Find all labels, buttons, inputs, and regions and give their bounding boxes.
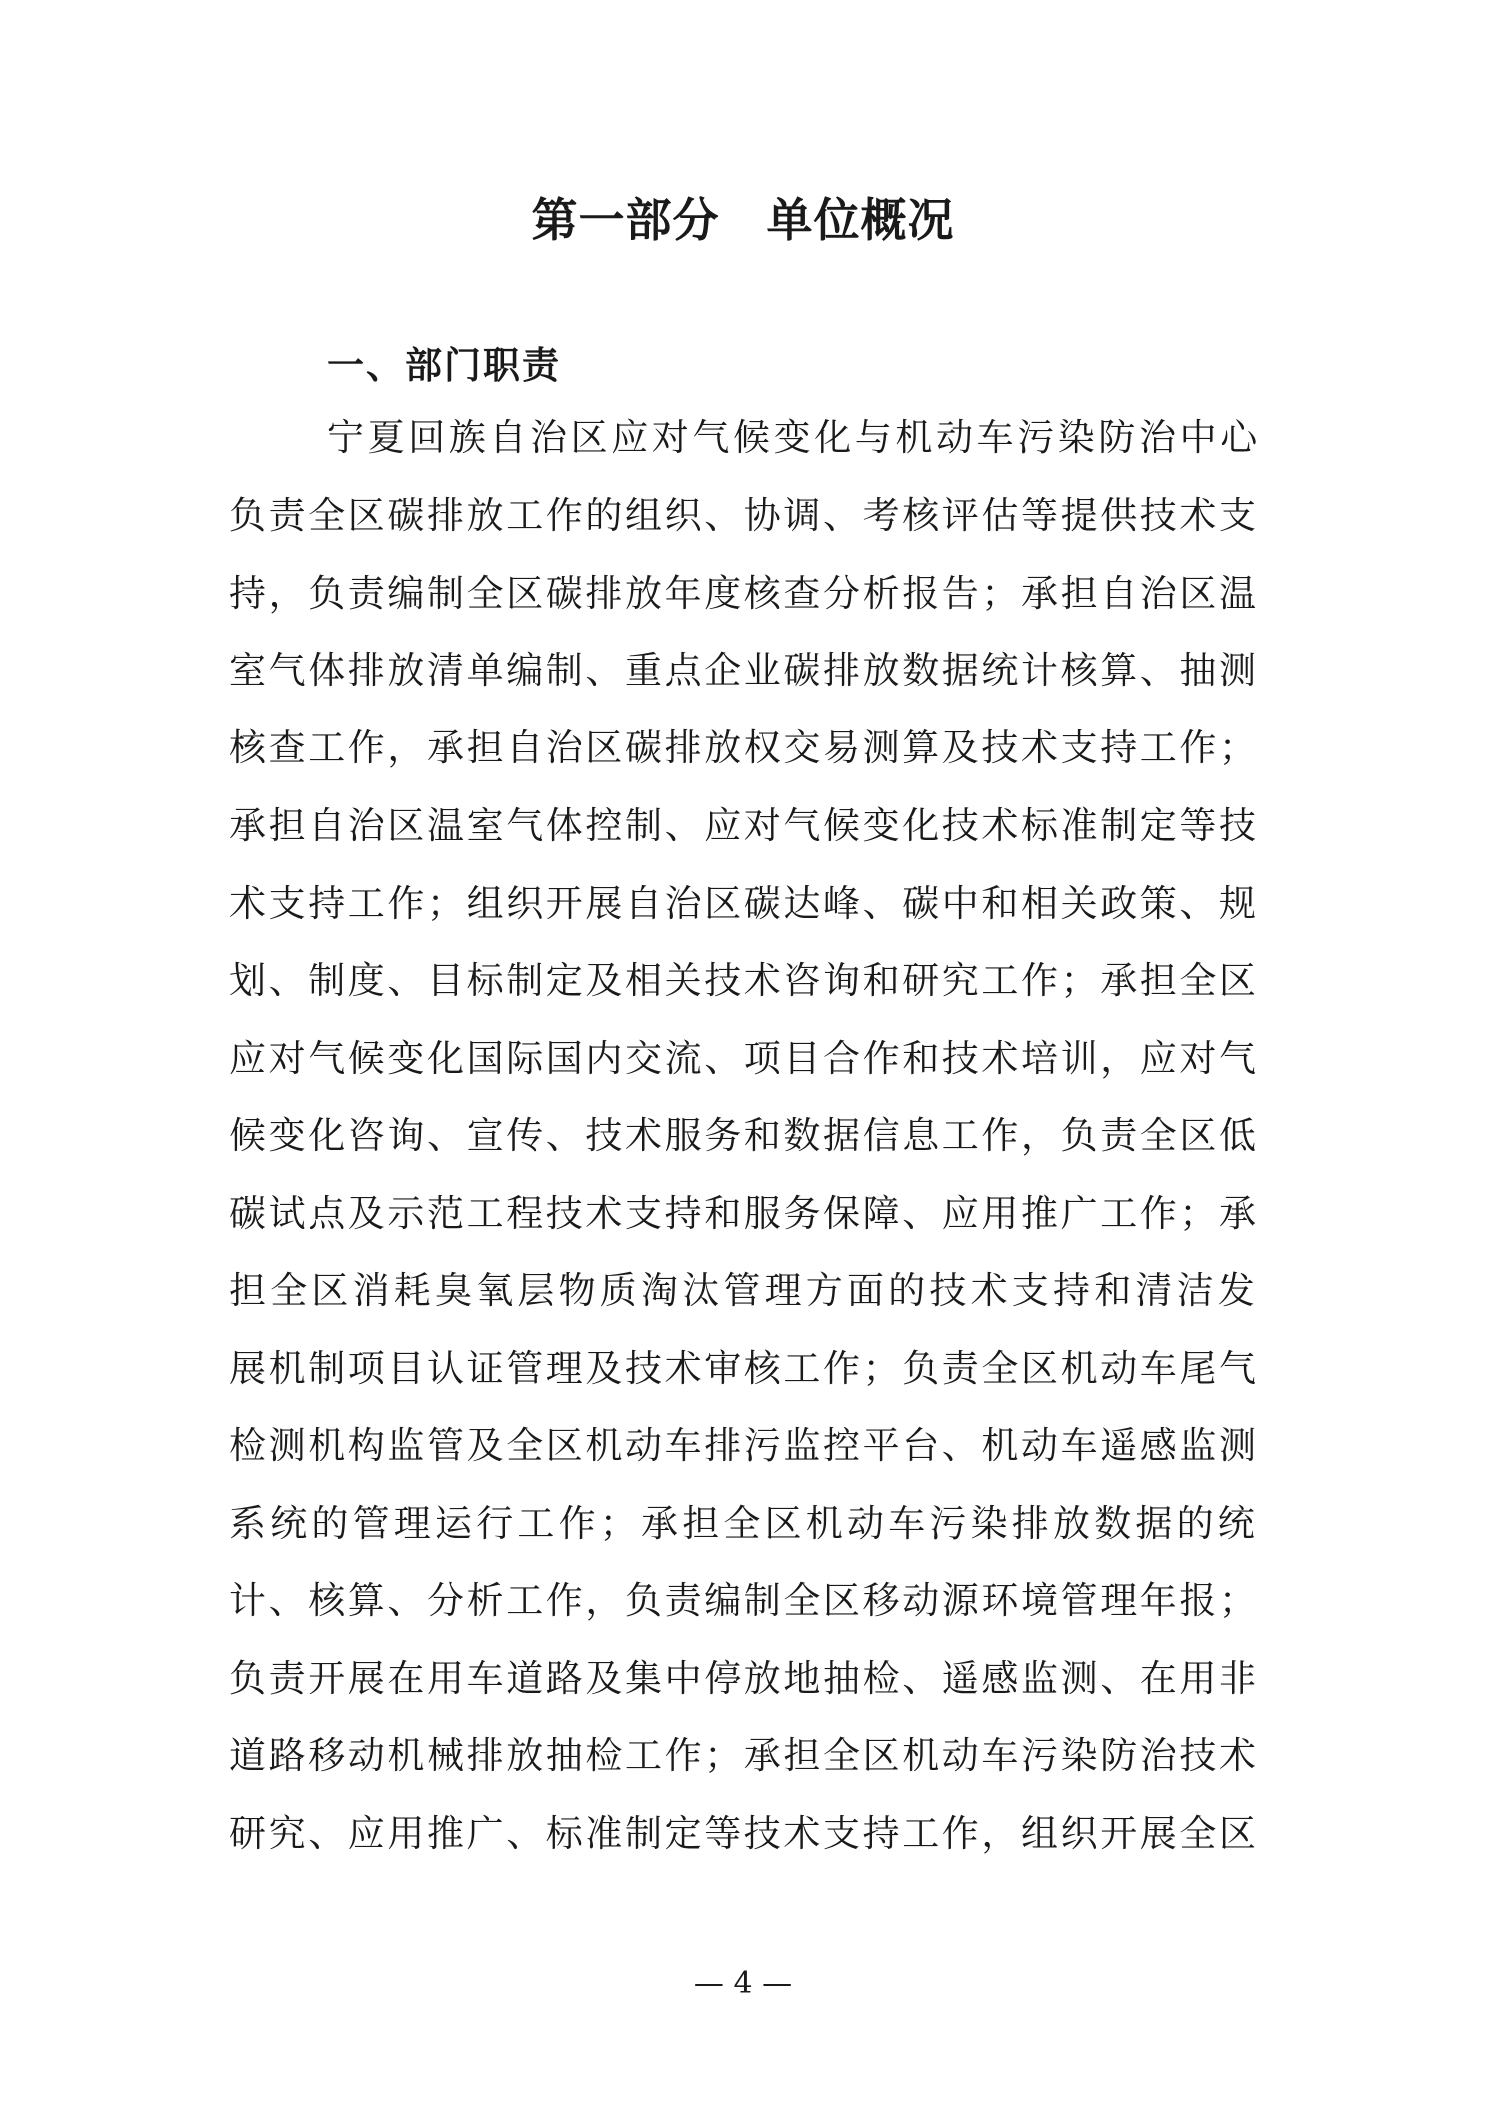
body-line: 宁夏回族自治区应对气候变化与机动车污染防治中心 xyxy=(327,416,1261,459)
body-line: 检测机构监管及全区机动车排污监控平台、机动车遥感监测 xyxy=(229,1424,1259,1467)
body-line: 划、制度、目标制定及相关技术咨询和研究工作；承担全区 xyxy=(229,959,1259,1002)
body-line: 计、核算、分析工作，负责编制全区移动源环境管理年报； xyxy=(229,1579,1259,1622)
body-line: 展机制项目认证管理及技术审核工作；负责全区机动车尾气 xyxy=(229,1347,1259,1390)
body-line: 负责全区碳排放工作的组织、协调、考核评估等提供技术支 xyxy=(229,494,1259,537)
body-line: 候变化咨询、宣传、技术服务和数据信息工作，负责全区低 xyxy=(229,1114,1259,1157)
body-line: 核查工作，承担自治区碳排放权交易测算及技术支持工作； xyxy=(229,726,1259,769)
body-line: 道路移动机械排放抽检工作；承担全区机动车污染防治技术 xyxy=(229,1734,1259,1777)
body-line: 研究、应用推广、标准制定等技术支持工作，组织开展全区 xyxy=(229,1812,1259,1855)
page-number: — 4 — xyxy=(693,1966,793,2001)
body-line: 担全区消耗臭氧层物质淘汰管理方面的技术支持和清洁发 xyxy=(229,1269,1259,1312)
body-line: 负责开展在用车道路及集中停放地抽检、遥感监测、在用非 xyxy=(229,1657,1259,1700)
body-line: 应对气候变化国际国内交流、项目合作和技术培训，应对气 xyxy=(229,1037,1259,1080)
body-line: 系统的管理运行工作；承担全区机动车污染排放数据的统 xyxy=(229,1502,1259,1545)
body-line: 持，负责编制全区碳排放年度核查分析报告；承担自治区温 xyxy=(229,572,1259,615)
body-line: 承担自治区温室气体控制、应对气候变化技术标准制定等技 xyxy=(229,804,1259,847)
body-line: 术支持工作；组织开展自治区碳达峰、碳中和相关政策、规 xyxy=(229,882,1259,925)
section-heading: 一、部门职责 xyxy=(327,344,561,387)
body-line: 碳试点及示范工程技术支持和服务保障、应用推广工作；承 xyxy=(229,1192,1259,1235)
body-line: 室气体排放清单编制、重点企业碳排放数据统计核算、抽测 xyxy=(229,649,1259,692)
page-title: 第一部分 单位概况 xyxy=(531,193,955,247)
